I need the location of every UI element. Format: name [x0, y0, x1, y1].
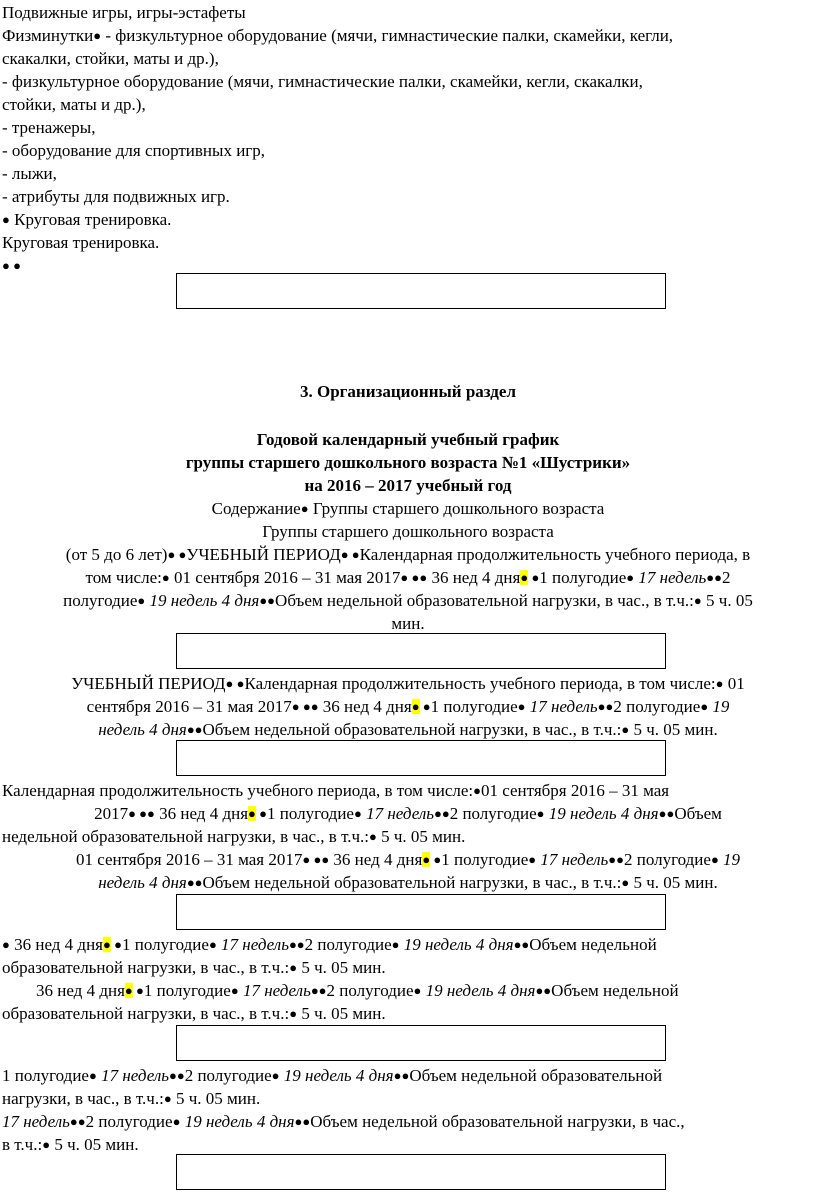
- bullet-icon: ●: [271, 1068, 280, 1083]
- bullet-icon: ●: [710, 852, 719, 867]
- empty-frame: [176, 740, 666, 776]
- bullet-icon: ●: [536, 806, 545, 821]
- bullet-icon: ●: [300, 501, 309, 516]
- doc-line: УЧЕБНЫЙ ПЕРИОД● ●Календарная продолжительность учебного периода, в том числе:● 01: [71, 674, 745, 693]
- doc-line: стойки, маты и др.),: [2, 95, 146, 114]
- bullet-icon: ● ●: [340, 547, 360, 562]
- bullet-icon: ●●: [513, 937, 530, 952]
- bullet-icon: ●: [422, 852, 431, 867]
- bullet-icon: ●: [626, 570, 635, 585]
- bullet-icon: ●: [289, 1006, 298, 1021]
- empty-frame: [176, 1025, 666, 1061]
- doc-line: нагрузки, в час., в т.ч.:● 5 ч. 05 мин.: [2, 1089, 261, 1108]
- bullet-icon: ●: [110, 937, 122, 952]
- doc-line: полугодие● 19 недель 4 дня●●Объем недельной образовательной нагрузки, в час., в т.ч.:● 5 ч. 05: [63, 591, 753, 610]
- doc-line: 36 нед 4 дня● ●1 полугодие● 17 недель●●2 полугодие● 19 недель 4 дня●●Объем недельной: [36, 981, 679, 1000]
- bullet-icon: ●: [520, 570, 529, 585]
- doc-line: ● 36 нед 4 дня● ●1 полугодие● 17 недель●●2 полугодие● 19 недель 4 дня●●Объем недельной: [2, 935, 657, 954]
- bullet-icon: ●: [528, 852, 537, 867]
- bullet-icon: ●: [413, 983, 422, 998]
- bullet-icon: ●: [715, 676, 724, 691]
- schedule-heading: на 2016 – 2017 учебный год: [304, 476, 512, 495]
- bullet-icon: ●: [230, 983, 239, 998]
- doc-line: ● Круговая тренировка.: [2, 210, 172, 229]
- bullet-icon: ●●: [597, 699, 614, 714]
- bullet-icon: ●●: [294, 1114, 311, 1129]
- bullet-icon: ●: [124, 983, 133, 998]
- empty-frame: [176, 273, 666, 309]
- bullet-icon: ●●: [186, 722, 203, 737]
- doc-line: том числе:● 01 сентября 2016 – 31 мая 2017● ●● 36 нед 4 дня● ●1 полугодие● 17 недель●●2: [85, 568, 731, 587]
- doc-line: Календарная продолжительность учебного периода, в том числе:●01 сентября 2016 – 31 мая: [2, 781, 670, 800]
- bullet-icon: ● ●●: [302, 852, 330, 867]
- bullet-icon: ●●: [658, 806, 675, 821]
- bullet-icon: ●: [172, 1114, 181, 1129]
- bullet-icon: ●: [93, 28, 102, 43]
- section-title: 3. Организационный раздел: [300, 382, 516, 401]
- bullet-icon: ●●: [186, 875, 203, 890]
- doc-line: недель 4 дня●●Объем недельной образовательной нагрузки, в час., в т.ч.:● 5 ч. 05 мин.: [98, 720, 718, 739]
- bullet-icon: ●: [289, 960, 298, 975]
- doc-line: мин.: [391, 614, 425, 633]
- doc-line: сентября 2016 – 31 мая 2017● ●● 36 нед 4 дня● ●1 полугодие● 17 недель●●2 полугодие● 19: [86, 697, 730, 716]
- doc-line: Физминутки● - физкультурное оборудование (мячи, гимнастические палки, скамейки, кегли,: [2, 26, 674, 45]
- bullet-icon: ●: [528, 570, 540, 585]
- bullet-icon: ● ●: [225, 676, 245, 691]
- bullet-icon: ●: [411, 699, 420, 714]
- doc-line: Содержание● Группы старшего дошкольного возраста: [211, 499, 605, 518]
- schedule-heading: группы старшего дошкольного возраста №1 «Шустрики»: [185, 453, 631, 472]
- empty-frame: [176, 894, 666, 930]
- bullet-icon: ●: [248, 806, 256, 821]
- bullet-icon: ●: [621, 722, 630, 737]
- doc-line: скакалки, стойки, маты и др.),: [2, 49, 219, 68]
- bullet-icon: ●●: [69, 1114, 86, 1129]
- doc-line: Группы старшего дошкольного возраста: [262, 522, 554, 541]
- bullet-icon: ●: [42, 1137, 51, 1152]
- bullet-icon: ●: [369, 829, 377, 844]
- bullet-icon: ● ●●: [128, 806, 155, 821]
- bullet-icon: ● ●●: [400, 570, 428, 585]
- doc-line: - тренажеры,: [2, 118, 96, 137]
- doc-line: образовательной нагрузки, в час., в т.ч.:● 5 ч. 05 мин.: [2, 1004, 386, 1023]
- doc-line: (от 5 до 6 лет)● ●УЧЕБНЫЙ ПЕРИОД● ●Календарная продолжительность учебного периода, в: [65, 545, 751, 564]
- bullet-icon: ●●: [310, 983, 327, 998]
- bullet-icon: ●●: [535, 983, 552, 998]
- bullet-icon: ●: [700, 699, 709, 714]
- bullet-icon: ●●: [433, 806, 450, 821]
- doc-line: - оборудование для спортивных игр,: [2, 141, 266, 160]
- bullet-icon: ●: [163, 1091, 172, 1106]
- bullet-icon: ●●: [168, 1068, 185, 1083]
- bullet-icon: ●: [419, 699, 431, 714]
- doc-line: 17 недель●●2 полугодие● 19 недель 4 дня●●Объем недельной образовательной нагрузки, в час.,: [2, 1112, 685, 1131]
- bullet-icon: ●: [430, 852, 442, 867]
- doc-line: - физкультурное оборудование (мячи, гимнастические палки, скамейки, кегли, скакалки,: [2, 72, 643, 91]
- empty-frame: [176, 633, 666, 669]
- doc-line: недельной образовательной нагрузки, в час., в т.ч.:● 5 ч. 05 мин.: [2, 827, 466, 846]
- schedule-heading: Годовой календарный учебный график: [256, 430, 560, 449]
- empty-frame: [176, 1154, 666, 1190]
- bullet-icon: ●●: [288, 937, 305, 952]
- bullet-icon: ●: [621, 875, 630, 890]
- bullet-icon: ●: [353, 806, 362, 821]
- bullet-icon: ●: [103, 937, 111, 952]
- bullet-icon: ● ●●: [291, 699, 319, 714]
- bullet-icon: ● ●: [2, 258, 21, 273]
- bullet-icon: ●: [517, 699, 526, 714]
- bullet-icon: ●: [132, 983, 144, 998]
- bullet-icon: ●●: [393, 1068, 410, 1083]
- doc-line: 2017● ●● 36 нед 4 дня● ●1 полугодие● 17 недель●●2 полугодие● 19 недель 4 дня●●Объем: [94, 804, 722, 823]
- bullet-icon: ●: [208, 937, 217, 952]
- bullet-icon: ●: [391, 937, 400, 952]
- bullet-icon: ●●: [706, 570, 722, 585]
- bullet-icon: ●: [2, 212, 10, 227]
- doc-line: - лыжи,: [2, 164, 57, 183]
- doc-line: образовательной нагрузки, в час., в т.ч.:● 5 ч. 05 мин.: [2, 958, 386, 977]
- bullet-icon: ●: [255, 806, 267, 821]
- bullet-icon: ●: [161, 570, 170, 585]
- doc-line: 1 полугодие● 17 недель●●2 полугодие● 19 недель 4 дня●●Объем недельной образовательной: [2, 1066, 663, 1085]
- doc-line: недель 4 дня●●Объем недельной образовательной нагрузки, в час., в т.ч.:● 5 ч. 05 мин.: [98, 873, 718, 892]
- bullet-icon: ●: [2, 937, 10, 952]
- bullet-icon: ●: [693, 593, 702, 608]
- bullet-icon: ●: [137, 593, 146, 608]
- bullet-icon: ● ●: [167, 547, 187, 562]
- bullet-icon: ●: [473, 783, 481, 798]
- doc-line: Подвижные игры, игры-эстафеты: [2, 3, 246, 22]
- bullet-icon: ●: [88, 1068, 97, 1083]
- doc-line: Круговая тренировка.: [2, 233, 160, 252]
- doc-line: 01 сентября 2016 – 31 мая 2017● ●● 36 нед 4 дня● ●1 полугодие● 17 недель●●2 полугодие● 19: [75, 850, 741, 869]
- bullet-icon: ●●: [608, 852, 624, 867]
- doc-line: в т.ч.:● 5 ч. 05 мин.: [2, 1135, 139, 1154]
- doc-line: - атрибуты для подвижных игр.: [2, 187, 230, 206]
- bullet-icon: ●●: [259, 593, 276, 608]
